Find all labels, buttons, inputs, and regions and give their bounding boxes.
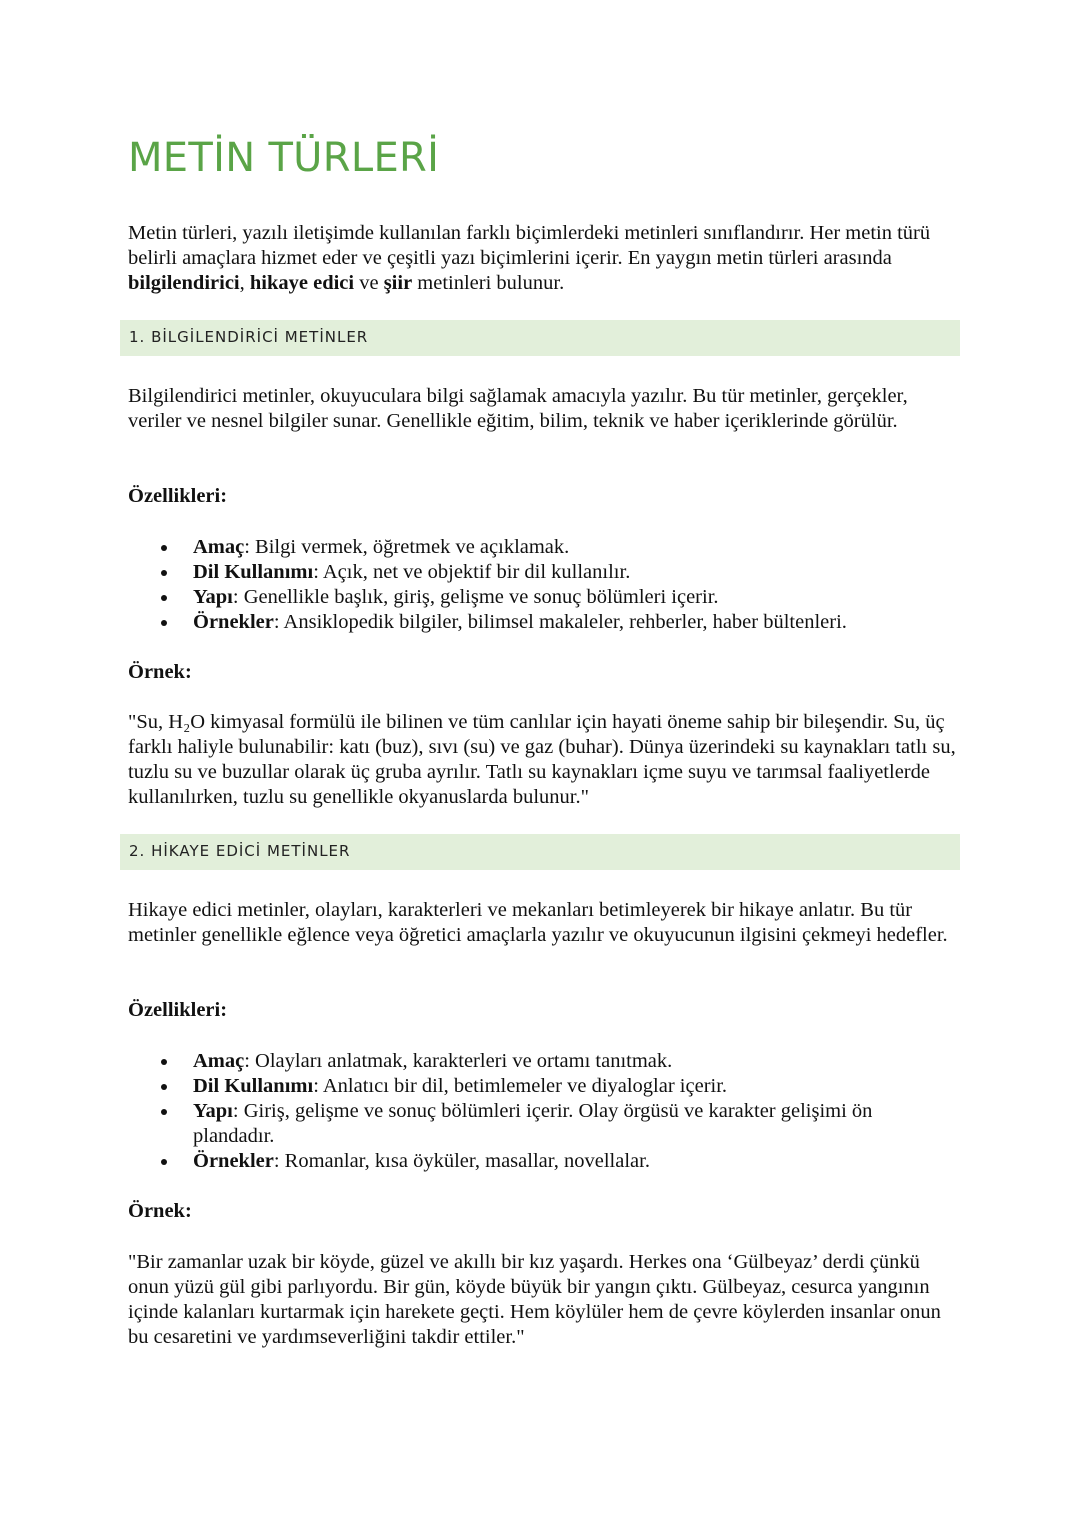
example-text: "Su, H₂O kimyasal formülü ile bilinen ve tüm canlılar için hayati öneme sahip bir bileşendir. Su, üç farklı haliyle bulunabilir: katı (buz), sıvı (su) ve gaz (buhar). Dünya üzerindeki su kaynakları tatlı su, tuzlu su ve buzullar olarak üç gruba ayrılır. Tatlı su kaynakları içme suyu ve tarımsal faaliyetlerde kullanılırken, tuzlu su genellikle okyanuslarda bulunur." <box>128 711 956 808</box>
intro-text: ve <box>354 272 384 294</box>
section-heading: 1. BİLGİLENDİRİCİ METİNLER <box>129 328 369 346</box>
feature-term: Dil Kullanımı <box>193 1075 314 1097</box>
example-label: Örnek: <box>128 1200 192 1222</box>
feature-item <box>193 610 953 635</box>
section-heading-band <box>120 834 960 870</box>
intro-text: , <box>239 272 250 294</box>
feature-item <box>193 1099 953 1149</box>
intro-bold-term: şiir <box>383 272 413 294</box>
feature-text: : Giriş, gelişme ve sonuç bölümleri içerir. Olay örgüsü ve karakter gelişimi ön plandadır. <box>193 1100 873 1147</box>
feature-text: : Romanlar, kısa öyküler, masallar, novellalar. <box>273 1150 650 1172</box>
feature-item <box>193 535 953 560</box>
section-heading: 2. HİKAYE EDİCİ METİNLER <box>129 842 351 860</box>
intro-paragraph <box>128 221 958 296</box>
feature-item <box>193 560 953 585</box>
feature-item <box>193 1149 953 1174</box>
feature-term: Yapı <box>193 586 233 608</box>
feature-text: : Açık, net ve objektif bir dil kullanılır. <box>313 561 631 583</box>
feature-item <box>193 1049 953 1074</box>
intro-text: metinleri bulunur. <box>412 272 565 294</box>
section-description: Hikaye edici metinler, olayları, karakterleri ve mekanları betimleyerek bir hikaye anlatır. Bu tür metinler genellikle eğlence veya öğretici amaçlarla yazılır ve okuyucunun ilgisini çekmeyi hedefler. <box>128 899 948 946</box>
feature-item <box>193 1074 953 1099</box>
feature-text: : Ansiklopedik bilgiler, bilimsel makaleler, rehberler, haber bültenleri. <box>273 611 847 633</box>
section-heading-band <box>120 320 960 356</box>
feature-text: : Bilgi vermek, öğretmek ve açıklamak. <box>244 536 570 558</box>
features-list <box>193 1049 953 1174</box>
feature-text: : Olayları anlatmak, karakterleri ve ortamı tanıtmak. <box>244 1050 673 1072</box>
feature-term: Dil Kullanımı <box>193 561 314 583</box>
example-text: "Bir zamanlar uzak bir köyde, güzel ve akıllı bir kız yaşardı. Herkes ona ‘Gülbeyaz’ derdi çünkü onun yüzü gül gibi parlıyordu. Bir gün, köyde büyük bir yangın çıktı. Gülbeyaz, cesurca yangının içinde kalanları kurtarmak için harekete geçti. Hem köylüler hem de çevre köylerden insanlar onun bu cesaretini ve yardımseverliğini takdir ettiler." <box>128 1251 941 1348</box>
intro-bold-term: hikaye edici <box>249 272 355 294</box>
features-label: Özellikleri: <box>128 485 228 507</box>
features-list <box>193 535 953 635</box>
feature-term: Amaç <box>193 1050 245 1072</box>
intro-text: Metin türleri, yazılı iletişimde kullanılan farklı biçimlerdeki metinleri sınıflandırır. Her metin türü belirli amaçlara hizmet eder ve çeşitli yazı biçimlerini içerir. En yaygın metin türleri arasında <box>128 222 931 269</box>
feature-term: Örnekler <box>193 1150 274 1172</box>
feature-term: Amaç <box>193 536 245 558</box>
page-title: METİN TÜRLERİ <box>128 135 440 181</box>
intro-bold-term: bilgilendirici <box>128 272 240 294</box>
example-label: Örnek: <box>128 661 192 683</box>
feature-text: : Genellikle başlık, giriş, gelişme ve sonuç bölümleri içerir. <box>232 586 719 608</box>
section-description: Bilgilendirici metinler, okuyuculara bilgi sağlamak amacıyla yazılır. Bu tür metinler, gerçekler, veriler ve nesnel bilgiler sunar. Genellikle eğitim, bilim, teknik ve haber içeriklerinde görülür. <box>128 385 908 432</box>
features-label: Özellikleri: <box>128 999 228 1021</box>
feature-term: Yapı <box>193 1100 233 1122</box>
feature-text: : Anlatıcı bir dil, betimlemeler ve diyaloglar içerir. <box>313 1075 728 1097</box>
feature-item <box>193 585 953 610</box>
feature-term: Örnekler <box>193 611 274 633</box>
